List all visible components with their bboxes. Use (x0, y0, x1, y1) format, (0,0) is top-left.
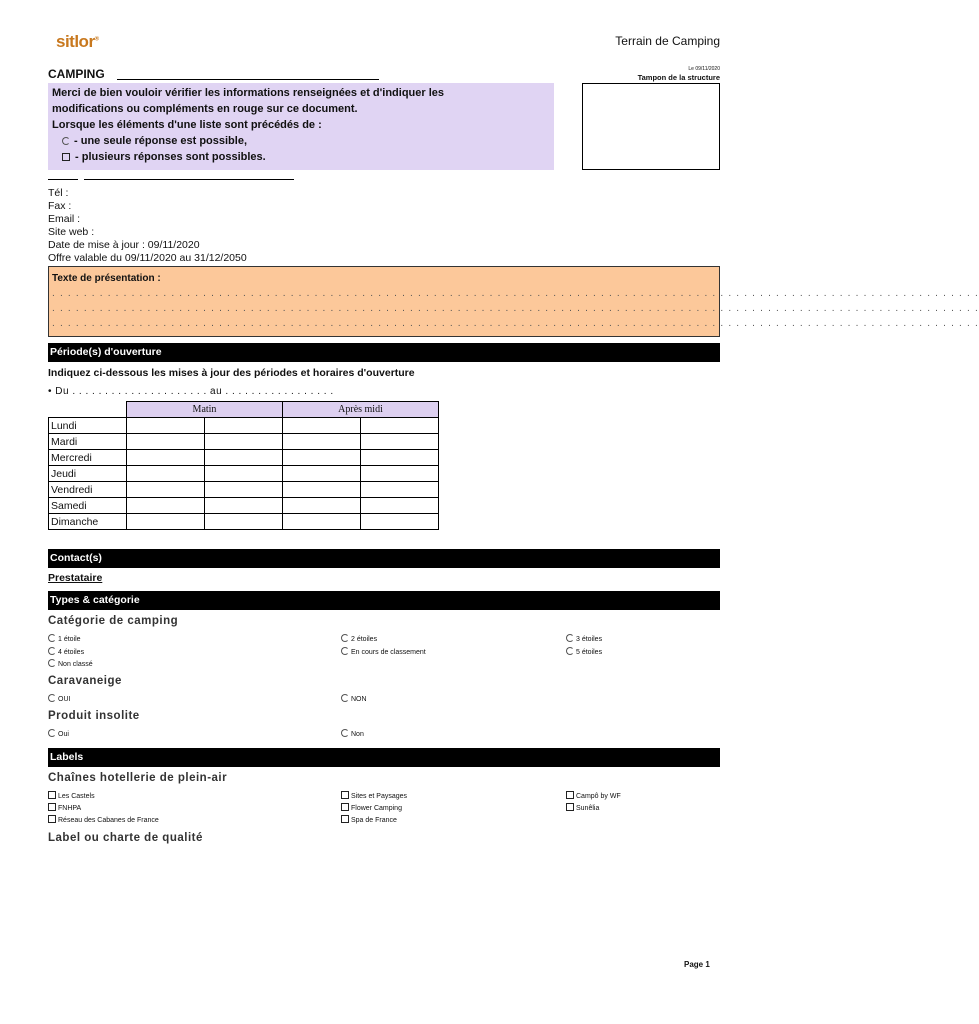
insolite-oui[interactable]: Oui (48, 729, 69, 738)
chaine-option-6[interactable]: Sunêlia (566, 803, 599, 812)
fax-field: Fax : (48, 200, 72, 212)
offer-validity: Offre valable du 09/11/2020 au 31/12/2050 (48, 252, 247, 264)
stamp-label: Tampon de la structure (637, 73, 720, 82)
instructions-line-1: Merci de bien vouloir vérifier les informations renseignées et d'indiquer les (52, 87, 445, 99)
cat-option-1[interactable]: 1 étoile (48, 634, 81, 643)
presentation-dots-3: . . . . . . . . . . . . . . . . . . . . . . . . . . . . . . . . . . . . . . . . . . . . . . . . . . . . . . . . . . . . . . . . . . . . . . . . . . . . . . . . . . . . . . . . . . . . . . . . . . . . . . . . . . . . . . . . . . . . . (52, 318, 979, 329)
cat-option-6[interactable]: 5 étoiles (566, 647, 602, 656)
sitlor-logo: sitlor® (56, 32, 99, 51)
table-row: Mardi (49, 434, 439, 450)
prestataire-heading: Prestataire (48, 572, 103, 584)
cat-option-4[interactable]: 4 étoiles (48, 647, 84, 656)
contact-info (48, 174, 294, 265)
instructions-single: - une seule réponse est possible, (52, 133, 550, 149)
chaine-option-7[interactable]: Réseau des Cabanes de France (48, 815, 159, 824)
periods-bar: Période(s) d'ouverture (48, 343, 720, 362)
contacts-bar: Contact(s) (48, 549, 720, 568)
cat-option-2[interactable]: 2 étoiles (341, 634, 377, 643)
periods-subhead: Indiquez ci-dessous les mises à jour des périodes et horaires d'ouverture (48, 367, 415, 379)
categorie-title: Catégorie de camping (48, 615, 179, 627)
checkbox-icon (566, 791, 574, 799)
table-row: Dimanche (49, 514, 439, 530)
chaine-option-4[interactable]: FNHPA (48, 803, 81, 812)
radio-icon (341, 634, 349, 642)
stamp-box (582, 83, 720, 170)
checkbox-icon (341, 791, 349, 799)
radio-icon (48, 694, 56, 702)
radio-icon (341, 647, 349, 655)
checkbox-icon (341, 803, 349, 811)
instructions-multi: - plusieurs réponses sont possibles. (52, 149, 550, 165)
table-row: Vendredi (49, 482, 439, 498)
table-row: Mercredi (49, 450, 439, 466)
website-field: Site web : (48, 226, 95, 238)
cat-option-5[interactable]: En cours de classement (341, 647, 426, 656)
address-line (48, 174, 294, 187)
update-date: Date de mise à jour : 09/11/2020 (48, 239, 200, 251)
caravaneige-title: Caravaneige (48, 675, 122, 687)
hours-table (48, 401, 439, 530)
radio-icon (341, 694, 349, 702)
radio-icon (48, 634, 56, 642)
instructions-line-2: modifications ou compléments en rouge sur ce document. (52, 103, 358, 115)
chaine-option-2[interactable]: Sites et Paysages (341, 791, 407, 800)
chaine-option-3[interactable]: Campô by WF (566, 791, 621, 800)
caravaneige-non[interactable]: NON (341, 694, 367, 703)
email-field: Email : (48, 213, 81, 225)
page-number: Page 1 (684, 960, 710, 969)
cat-option-3[interactable]: 3 étoiles (566, 634, 602, 643)
checkbox-icon (341, 815, 349, 823)
presentation-dots-2: . . . . . . . . . . . . . . . . . . . . . . . . . . . . . . . . . . . . . . . . . . . . . . . . . . . . . . . . . . . . . . . . . . . . . . . . . . . . . . . . . . . . . . . . . . . . . . . . . . . . . . . . . . . . . . . . . . . . . (52, 303, 979, 314)
camping-title: CAMPING (48, 67, 105, 81)
radio-icon (566, 634, 574, 642)
chaines-title: Chaînes hotellerie de plein-air (48, 772, 228, 784)
instructions-line-3: Lorsque les éléments d'une liste sont précédés de : (52, 119, 322, 131)
checkbox-icon (48, 803, 56, 811)
checkbox-icon (566, 803, 574, 811)
radio-icon (341, 729, 349, 737)
checkbox-icon (62, 153, 70, 161)
cat-option-7[interactable]: Non classé (48, 659, 93, 668)
qualite-title: Label ou charte de qualité (48, 832, 203, 844)
checkbox-icon (48, 791, 56, 799)
presentation-dots-1: . . . . . . . . . . . . . . . . . . . . . . . . . . . . . . . . . . . . . . . . . . . . . . . . . . . . . . . . . . . . . . . . . . . . . . . . . . . . . . . . . . . . . . . . . . . . . . . . . . . . . . . . . . . . . . . . . . . . . (52, 288, 979, 299)
presentation-box[interactable] (48, 266, 979, 337)
table-row: Lundi (49, 418, 439, 434)
insolite-title: Produit insolite (48, 710, 140, 722)
radio-icon (48, 659, 56, 667)
radio-icon (48, 647, 56, 655)
chaine-option-5[interactable]: Flower Camping (341, 803, 402, 812)
table-row: Samedi (49, 498, 439, 514)
presentation-label: Texte de présentation : (52, 273, 161, 284)
radio-icon (48, 729, 56, 737)
checkbox-icon (48, 815, 56, 823)
camping-name-line[interactable] (117, 79, 379, 80)
radio-icon (62, 137, 70, 145)
col-apres-midi: Après midi (283, 402, 439, 418)
instructions-box (48, 83, 554, 170)
tel-field: Tél : (48, 187, 69, 199)
period-line[interactable]: • Du . . . . . . . . . . . . . . . . . . . . . au . . . . . . . . . . . . . . . . . (48, 386, 334, 397)
labels-bar: Labels (48, 748, 720, 767)
chaine-option-1[interactable]: Les Castels (48, 791, 95, 800)
chaine-option-8[interactable]: Spa de France (341, 815, 397, 824)
col-matin: Matin (127, 402, 283, 418)
insolite-non[interactable]: Non (341, 729, 364, 738)
radio-icon (566, 647, 574, 655)
table-row: Jeudi (49, 466, 439, 482)
caravaneige-oui[interactable]: OUI (48, 694, 70, 703)
document-title: Terrain de Camping (615, 34, 720, 48)
types-bar: Types & catégorie (48, 591, 720, 610)
document-date: Le 09/11/2020 (688, 66, 720, 72)
